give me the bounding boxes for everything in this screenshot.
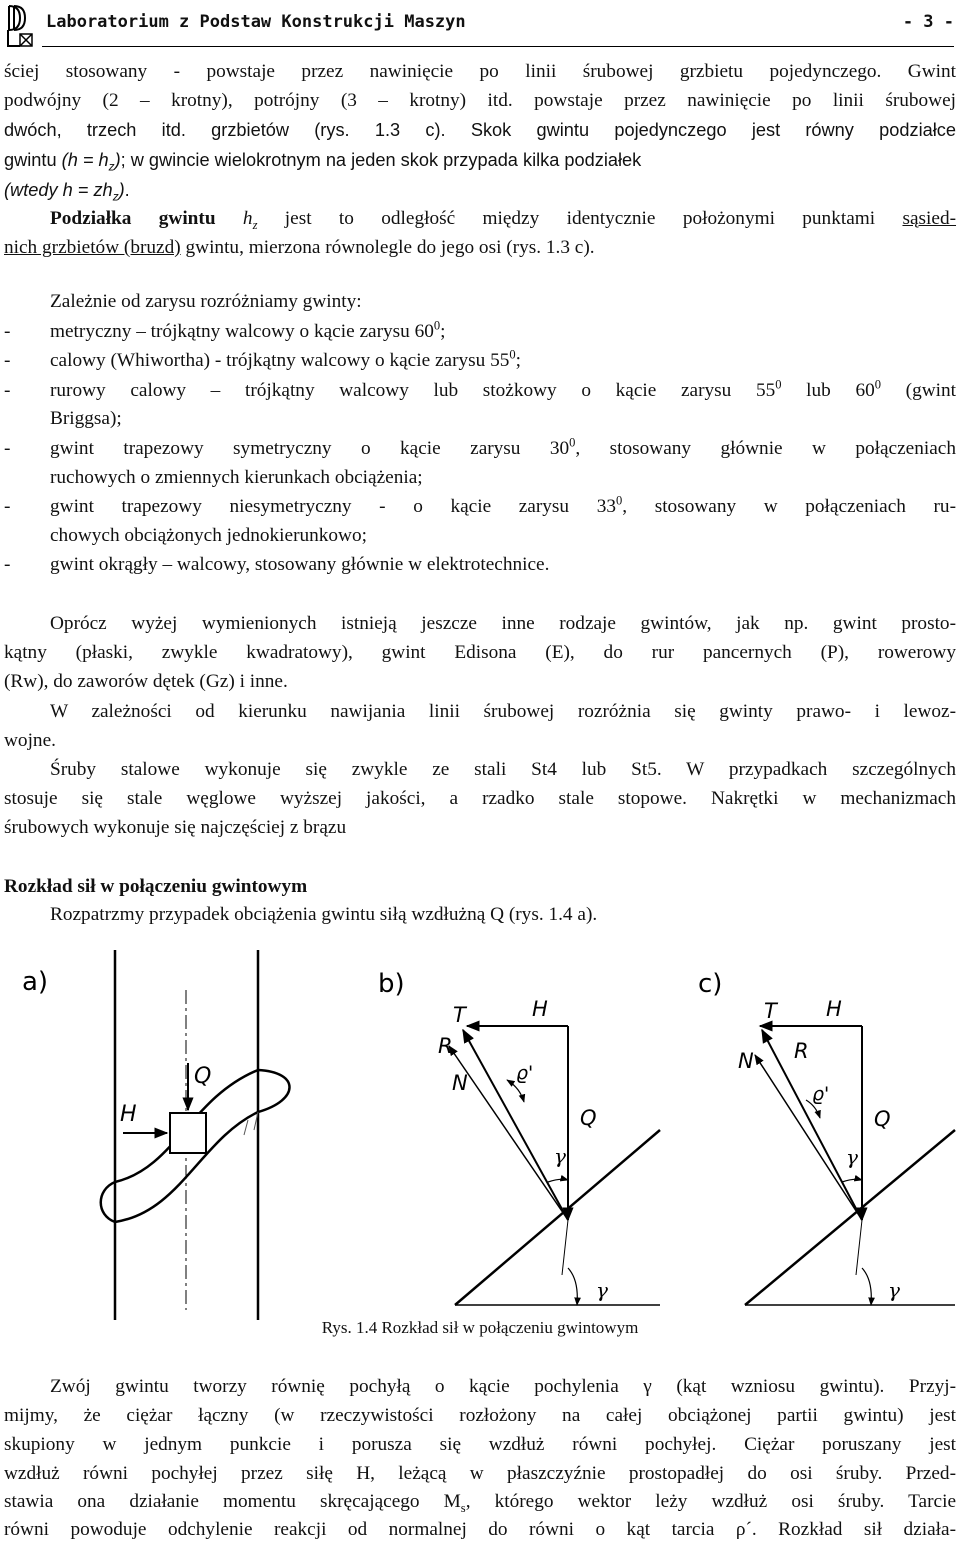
- gamma-arc-bottom: [568, 1268, 577, 1305]
- diagram-b: [378, 969, 660, 1305]
- text-line: [4, 207, 956, 231]
- text-line: Śruby stalowe wykonuje się zwykle ze stali St4 lub St5. W przypadkach szczególnych: [50, 759, 956, 780]
- gamma-arc-bottom: [862, 1268, 871, 1305]
- text-span: ;: [440, 321, 446, 342]
- diagram-c: [698, 969, 955, 1305]
- list-item: gwint okrągły – walcowy, stosowany głównie w elektrotechnice.: [50, 554, 550, 575]
- force-diagram-figure: [0, 950, 960, 1320]
- text-line: wojne.: [4, 730, 56, 751]
- diagram-c-label: c): [698, 969, 723, 999]
- text-span: ): [118, 180, 125, 200]
- list-item: [50, 495, 956, 519]
- text-line: ściej stosowany - powstaje przez nawinięcie po linii śrubowej grzbietu pojedynczego. Gwint: [4, 61, 956, 82]
- superscript: 0: [775, 377, 782, 392]
- list-dash: -: [4, 380, 11, 401]
- gamma-label-top: γ: [846, 1145, 858, 1169]
- force-R-arrow: [463, 1030, 568, 1220]
- list-item: [50, 379, 956, 403]
- list-dash: -: [4, 554, 11, 575]
- list-item: [50, 320, 956, 344]
- guide-line: [562, 1220, 568, 1275]
- thread-right-loop: [258, 1070, 290, 1112]
- friction-angle-label: ϱ': [516, 1062, 534, 1084]
- text-span: , stosowany w połączeniach ru-: [622, 496, 956, 517]
- text-span: gwint trapezowy niesymetryczny - o kącie zarysu 33: [50, 496, 616, 517]
- list-dash: -: [4, 496, 11, 517]
- list-item: [50, 437, 956, 461]
- force-H-label: H: [826, 997, 842, 1021]
- text-line: stosuje się stale węglowe wyższej jakości, a rzadko stale stopowe. Nakrętki w mechanizmach: [4, 788, 956, 809]
- guide-line: [856, 1220, 862, 1275]
- force-N-label: N: [738, 1049, 754, 1073]
- gamma-arc-top: [842, 1179, 862, 1182]
- superscript: 0: [874, 377, 881, 392]
- text-line: [4, 236, 956, 260]
- text-line: podwójny (2 – krotny), potrójny (3 – krotny) itd. powstaje przez nawinięcie po linii śrubowej: [4, 90, 956, 111]
- text-span: stawia ona działanie momentu skręcającego M: [4, 1491, 461, 1512]
- list-item-continued: Briggsa);: [50, 408, 122, 429]
- force-H-label: H: [532, 997, 548, 1021]
- bold-term: Podziałka gwintu: [50, 208, 216, 229]
- subscript: z: [252, 217, 258, 232]
- text-span: calowy (Whiwortha) - trójkątny walcowy o kącie zarysu 55: [50, 350, 510, 371]
- gamma-label-top: γ: [554, 1144, 566, 1168]
- text-line: [4, 178, 956, 202]
- list-item-continued: chowych obciążonych jednokierunkowo;: [50, 525, 367, 546]
- text-span: ; w gwincie wielokrotnym na jeden skok przypada kilka podziałek: [120, 150, 642, 170]
- force-R-label: R: [438, 1034, 453, 1058]
- force-R-label: R: [794, 1039, 809, 1063]
- gamma-label-bottom: γ: [888, 1278, 900, 1302]
- subscript: s: [460, 1500, 466, 1515]
- text-span: ): [114, 150, 121, 170]
- superscript: 0: [615, 493, 623, 508]
- list-dash: -: [4, 350, 11, 371]
- thread-left-loop: [101, 1182, 115, 1222]
- force-Q-label: Q: [194, 1064, 212, 1089]
- force-N-label: N: [452, 1071, 468, 1095]
- text-line: skupiony w jednym punkcie i porusza się wzdłuż równi pochyłej. Ciężar poruszany jest: [4, 1434, 956, 1455]
- text-span: h = zh: [62, 180, 113, 200]
- figure-caption: Rys. 1.4 Rozkład sił w połączeniu gwintowym: [321, 1318, 639, 1337]
- text-line: (Rw), do zaworów dętek (Gz) i inne.: [4, 671, 288, 692]
- text-line: Rozpatrzmy przypadek obciążenia gwintu siłą wzdłużną Q (rys. 1.4 a).: [50, 904, 598, 925]
- text-span: h: [242, 208, 253, 229]
- page-number: - 3 -: [902, 12, 954, 32]
- gamma-arc-top: [548, 1179, 568, 1182]
- text-span: (gwint: [881, 380, 956, 401]
- page-header: [6, 4, 954, 48]
- list-item-continued: ruchowych o zmiennych kierunkach obciążenia;: [50, 467, 423, 488]
- underlined-text: nich grzbietów (bruzd): [4, 237, 181, 258]
- header-title: Laboratorium z Podstaw Konstrukcji Maszyn: [46, 12, 466, 32]
- section-heading: Rozkład sił w połączeniu gwintowym: [4, 876, 308, 897]
- text-span: lub 60: [781, 380, 875, 401]
- text-line: wzdłuż równi pochyłej przez siłę H, leżącą w płaszczyźnie prostopadłej do osi śruby. Przed-: [4, 1463, 956, 1484]
- text-line: kątny (płaski, zwykle kwadratowy), gwint Edisona (E), do rur pancernych (P), rowerowy: [4, 642, 956, 663]
- text-span: , stosowany głównie w połączeniach: [575, 438, 956, 459]
- text-span: (wtedy: [4, 180, 63, 200]
- text-line: W zależności od kierunku nawijania linii śrubowej rozróżnia się gwinty prawo- i lewoz-: [50, 701, 956, 722]
- force-Q-label: Q: [580, 1106, 597, 1130]
- friction-angle-label: ϱ': [812, 1083, 830, 1105]
- subscript: z: [112, 189, 119, 204]
- underlined-text: sąsied-: [902, 208, 957, 229]
- text-span: , którego wektor leży wzdłuż osi śruby. Tarcie: [465, 1491, 956, 1512]
- diagram-a-label: a): [22, 967, 49, 997]
- gamma-label-bottom: γ: [596, 1278, 608, 1302]
- subscript: z: [108, 159, 115, 174]
- text-span: metryczny – trójkątny walcowy o kącie zarysu 60: [50, 321, 434, 342]
- text-span: gwintu: [4, 150, 62, 170]
- force-N-arrow: [755, 1055, 862, 1220]
- force-H-label: H: [120, 1102, 137, 1127]
- text-span: gwint trapezowy symetryczny o kącie zarysu 30: [50, 438, 570, 459]
- text-line: [4, 1490, 956, 1514]
- diagram-b-label: b): [378, 969, 405, 999]
- header-divider: [42, 46, 954, 47]
- text-line: [4, 148, 956, 172]
- text-span: rurowy calowy – trójkątny walcowy lub stożkowy o kącie zarysu 55: [50, 380, 776, 401]
- force-T-label: T: [764, 999, 777, 1023]
- text-line: Oprócz wyżej wymienionych istnieją jeszcze inne rodzaje gwintów, jak np. gwint prosto-: [50, 613, 956, 634]
- superscript: 0: [569, 435, 576, 450]
- superscript: 0: [509, 347, 516, 362]
- text-span: .: [124, 180, 130, 200]
- lab-logo-icon: [6, 4, 34, 48]
- text-line: śrubowych wykonuje się najczęściej z brązu: [4, 817, 347, 838]
- text-span: jest to odległość między identycznie położonymi punktami: [257, 208, 903, 229]
- load-block: [170, 1113, 206, 1153]
- diagram-a: [22, 950, 290, 1320]
- text-span: ;: [515, 350, 521, 371]
- text-line: dwóch, trzech itd. grzbietów (rys. 1.3 c). Skok gwintu pojedynczego jest równy podziałce: [4, 120, 956, 140]
- text-span: gwintu, mierzona równolegle do jego osi (rys. 1.3 c).: [180, 237, 595, 258]
- superscript: 0: [433, 318, 441, 333]
- list-dash: -: [4, 321, 11, 342]
- list-item: [50, 349, 956, 373]
- force-R-arrow: [762, 1030, 862, 1220]
- text-span: (h = h: [61, 150, 109, 170]
- text-line: mijmy, że ciężar łączny (w rzeczywistości rozłożony na całej obciążonej partii gwintu) jest: [4, 1405, 956, 1426]
- text-line: równi powoduje odchylenie reakcji od normalnej do równi o kąt tarcia ρ´. Rozkład sił działa-: [4, 1519, 956, 1540]
- text-line: Zwój gwintu tworzy równię pochyłą o kącie pochylenia γ (kąt wzniosu gwintu). Przyj-: [50, 1376, 956, 1397]
- force-Q-label: Q: [874, 1107, 891, 1131]
- list-dash: -: [4, 438, 11, 459]
- list-intro: Zależnie od zarysu rozróżniamy gwinty:: [50, 291, 362, 312]
- force-T-label: T: [453, 1003, 466, 1027]
